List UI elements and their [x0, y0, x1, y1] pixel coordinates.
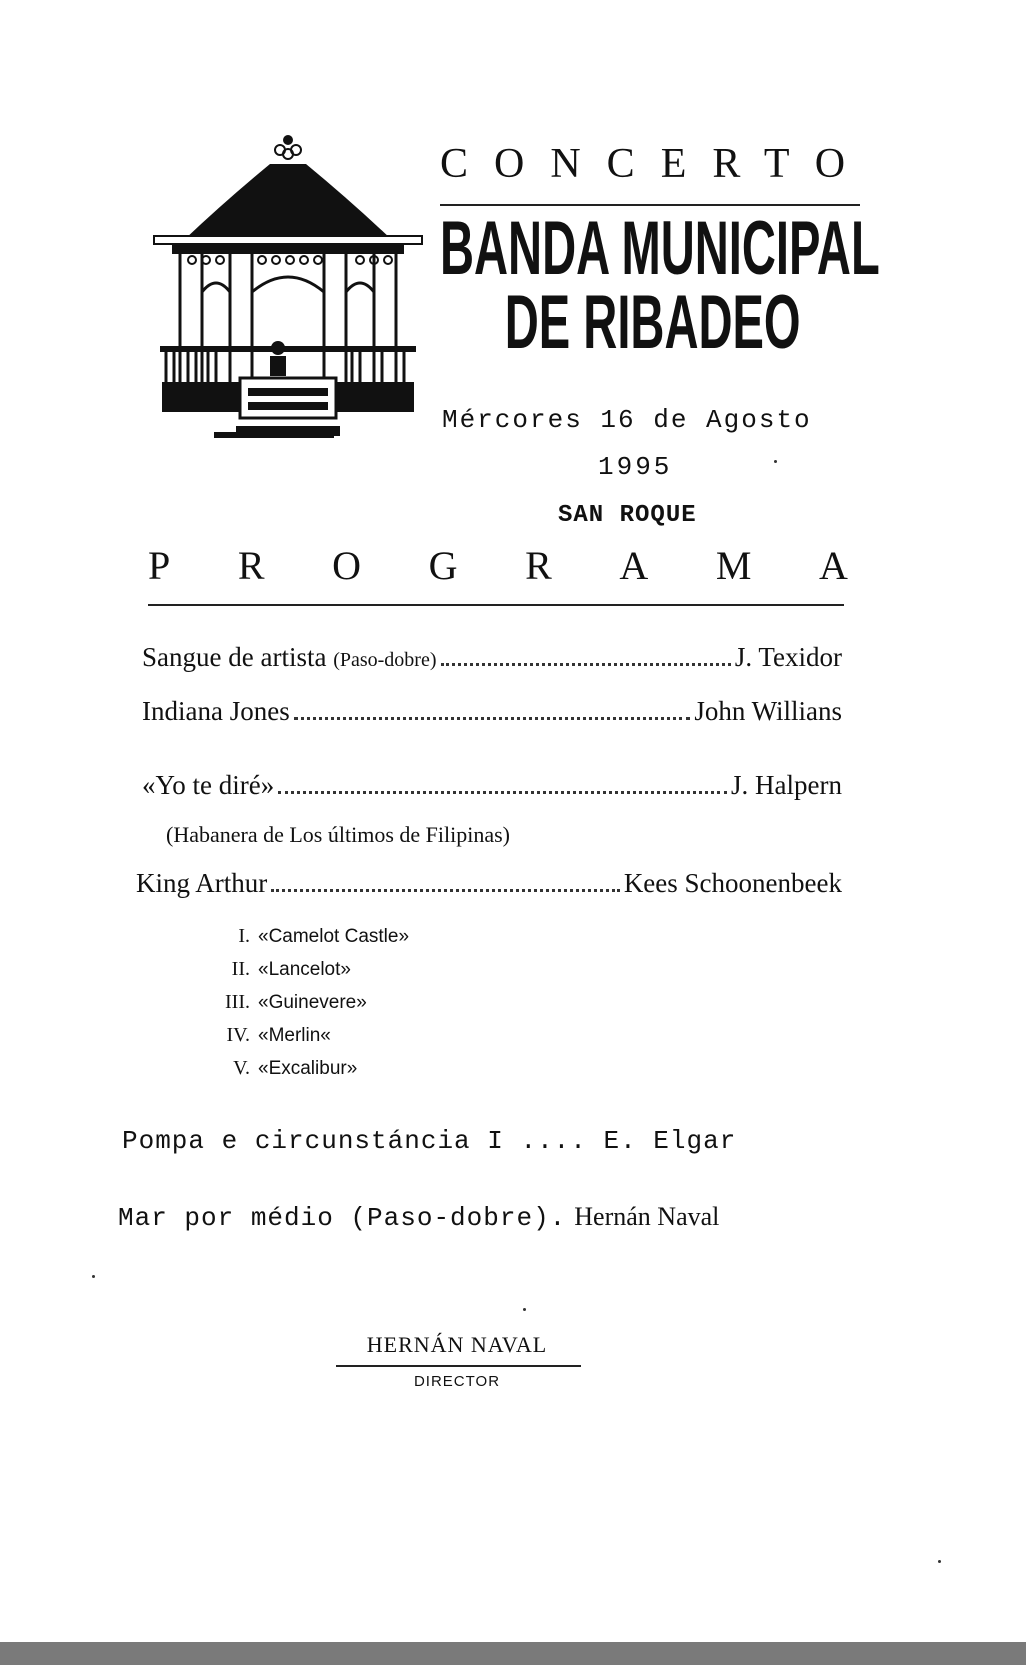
leader-dots	[294, 709, 691, 720]
movement-name: «Excalibur»	[258, 1057, 358, 1079]
work-title: Pompa e circunstáncia I .... E. Elgar	[122, 1126, 737, 1156]
work-title: King Arthur	[136, 868, 268, 898]
program-item	[142, 696, 842, 727]
scan-speck	[774, 460, 777, 463]
scan-speck	[523, 1308, 526, 1311]
movement-number: III.	[225, 991, 250, 1013]
leader-dots	[271, 881, 620, 892]
leader-dots	[278, 783, 727, 794]
programa-letter: P	[148, 543, 171, 588]
composer-name: Kees Schoonenbeek	[623, 868, 842, 898]
programa-underline	[148, 604, 844, 606]
work-title: Mar por médio (Paso-dobre).	[118, 1203, 567, 1233]
work-note: (Habanera de Los últimos de Filipinas)	[166, 822, 510, 847]
concerto-heading: CONCERTO	[440, 141, 872, 187]
concert-year: 1995	[598, 452, 673, 482]
movement-item	[210, 986, 409, 1019]
program-item	[122, 1126, 842, 1156]
programa-letter: A	[819, 543, 848, 588]
director-role: DIRECTOR	[413, 1373, 501, 1390]
concert-date: Mércores 16 de Agosto	[442, 405, 812, 435]
movement-number: II.	[231, 958, 250, 980]
program-item	[118, 1202, 838, 1233]
movement-name: «Camelot Castle»	[258, 925, 410, 947]
band-title	[440, 206, 880, 365]
movement-item	[210, 1019, 409, 1052]
movement-name: «Lancelot»	[258, 958, 351, 980]
programa-letter: M	[715, 543, 752, 588]
program-item	[142, 642, 842, 673]
movements-list	[210, 920, 409, 1085]
programa-letter: R	[525, 543, 552, 588]
leader-dots	[441, 655, 731, 666]
band-title-line-2: DE RIBADEO	[504, 280, 801, 365]
scan-bottom-edge	[0, 1642, 1026, 1665]
work-title: «Yo te diré»	[142, 770, 275, 800]
composer-name: J. Halpern	[731, 770, 842, 800]
programa-letter: A	[619, 543, 649, 588]
movement-name: «Guinevere»	[258, 991, 367, 1013]
movement-item	[210, 953, 409, 986]
director-underline	[336, 1365, 581, 1367]
bandstand-logo	[152, 132, 424, 467]
movement-number: I.	[238, 925, 250, 947]
work-title: Indiana Jones	[142, 696, 290, 726]
composer-name: Hernán Naval	[574, 1202, 720, 1231]
concert-venue: SAN ROQUE	[558, 502, 697, 529]
scan-speck	[92, 1275, 95, 1278]
work-subtitle: (Paso-dobre)	[333, 649, 437, 671]
programa-letter: G	[428, 543, 458, 588]
program-item	[142, 770, 842, 801]
band-title-line-1: BANDA MUNICIPAL	[440, 206, 880, 291]
composer-name: John Willians	[694, 696, 842, 726]
director-name: HERNÁN NAVAL	[366, 1332, 548, 1357]
programa-heading	[148, 542, 848, 598]
movement-number: IV.	[226, 1024, 250, 1046]
movement-item	[210, 1052, 409, 1085]
composer-name: J. Texidor	[734, 642, 842, 672]
program-item	[136, 868, 842, 899]
work-title: Sangue de artista	[142, 642, 327, 672]
movement-name: «Merlin«	[258, 1024, 331, 1046]
programa-letter: O	[332, 543, 362, 588]
scan-speck	[938, 1560, 941, 1563]
programa-letter: R	[237, 543, 265, 588]
movement-item	[210, 920, 409, 953]
movement-number: V.	[233, 1057, 250, 1079]
